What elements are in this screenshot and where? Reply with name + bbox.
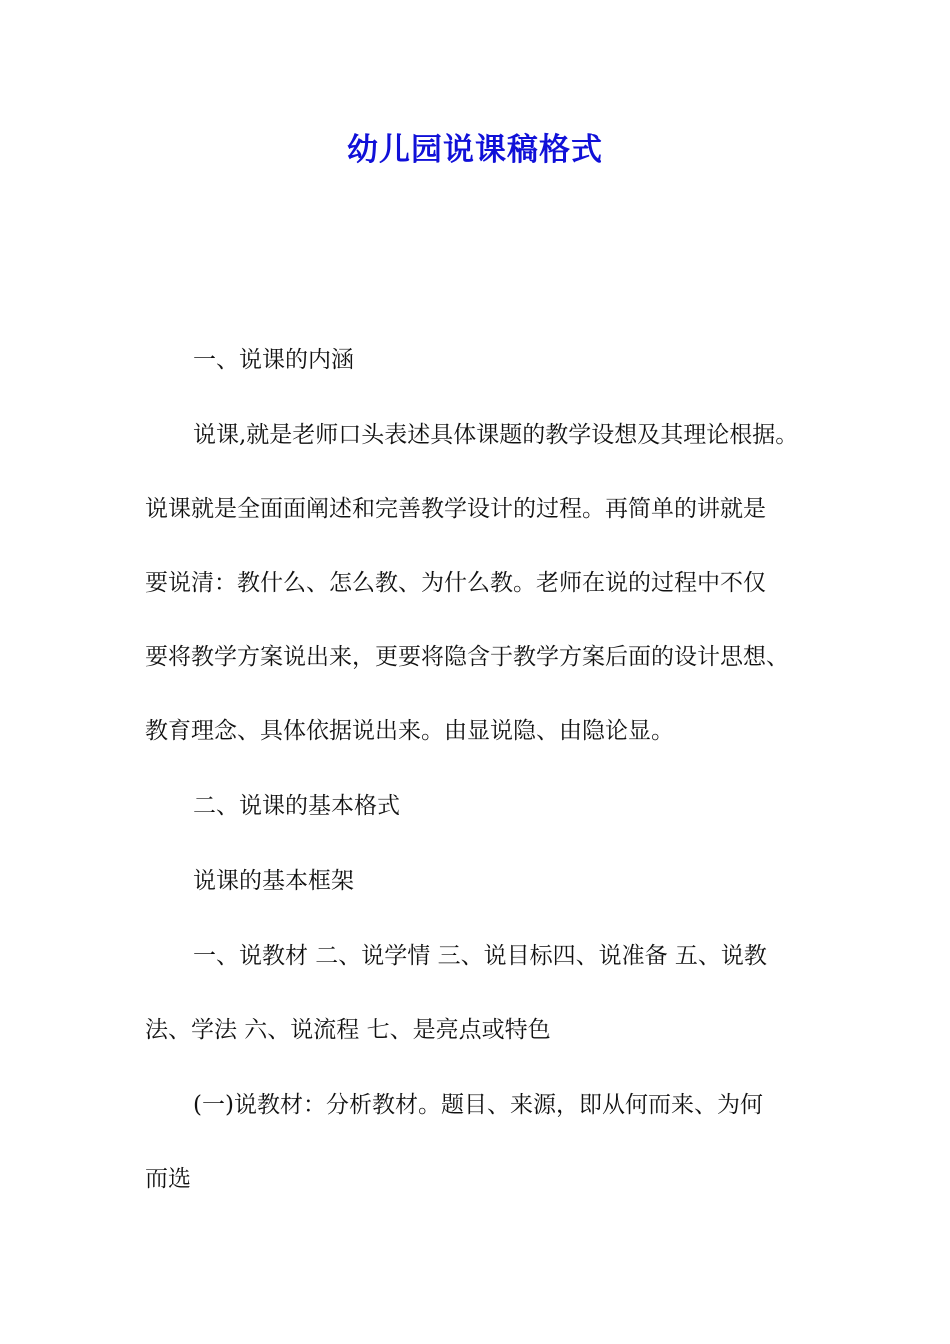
paragraph-line: 法、学法 六、说流程 七、是亮点或特色 [145,1017,551,1043]
paragraph-line: 一、说教材 二、说学情 三、说目标四、说准备 五、说教 [193,943,767,969]
heading-section-1: 一、说课的内涵 [193,347,354,373]
paragraph-line: (一)说教材：分析教材。题目、来源，即从何而来、为何 [193,1092,763,1118]
heading-section-2: 二、说课的基本格式 [193,793,400,819]
paragraph-line: 说课的基本框架 [193,868,354,894]
paragraph-line: 说课,就是老师口头表述具体课题的教学设想及其理论根据。 [193,422,799,448]
paragraph-line: 说课就是全面面阐述和完善教学设计的过程。再简单的讲就是 [145,496,766,522]
paragraph-line: 而选 [145,1166,191,1192]
paragraph-line: 教育理念、具体依据说出来。由显说隐、由隐论显。 [145,718,674,744]
document-title: 幼儿园说课稿格式 [347,132,603,168]
paragraph-line: 要将教学方案说出来，更要将隐含于教学方案后面的设计思想、 [145,644,789,670]
paragraph-line: 要说清：教什么、怎么教、为什么教。老师在说的过程中不仅 [145,570,766,596]
